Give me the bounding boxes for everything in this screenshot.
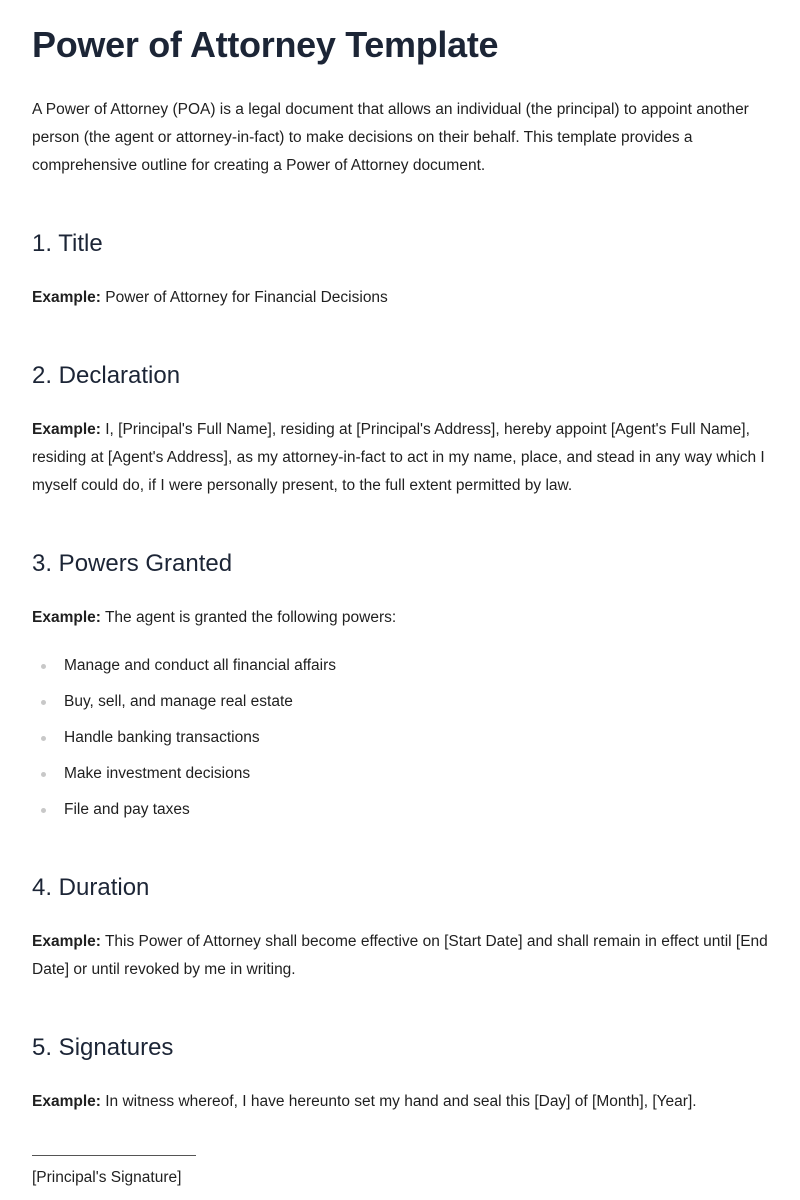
example-text: In witness whereof, I have hereunto set my hand and seal this [Day] of [Month], [Year]. (105, 1093, 697, 1110)
example-label: Example: (32, 421, 101, 438)
list-item (32, 760, 336, 796)
section-example-powers-granted (32, 604, 768, 632)
example-text: Power of Attorney for Financial Decisions (105, 289, 388, 306)
bullet-icon (41, 664, 46, 669)
list-item-text: Manage and conduct all financial affairs (64, 657, 336, 674)
example-label: Example: (32, 289, 101, 306)
list-item (32, 796, 336, 832)
section-example-declaration (32, 416, 768, 500)
list-item-text: File and pay taxes (64, 801, 190, 818)
example-text: I, [Principal's Full Name], residing at [Principal's Address], hereby appoint [Agent's Full Name], residing at [Agent's Address], as my attorney-in-fact to act in my name, place, and stead in any way which I myself could do, if I were personally present, to the full extent permitted by law. (32, 421, 765, 494)
list-item (32, 688, 336, 724)
list-item-text: Buy, sell, and manage real estate (64, 693, 293, 710)
bullet-icon (41, 736, 46, 741)
page-title: Power of Attorney Template (32, 24, 499, 65)
section-example-duration (32, 928, 768, 984)
section-title-declaration: 2. Declaration (32, 362, 181, 389)
list-item-text: Handle banking transactions (64, 729, 260, 746)
section-title-duration: 4. Duration (32, 874, 150, 901)
list-item (32, 724, 336, 760)
signature-line (32, 1155, 196, 1156)
signature-label: [Principal's Signature] (32, 1169, 182, 1186)
section-title-signatures: 5. Signatures (32, 1034, 174, 1061)
powers-list (32, 652, 336, 832)
bullet-icon (41, 772, 46, 777)
section-title-powers-granted: 3. Powers Granted (32, 550, 233, 577)
example-label: Example: (32, 609, 101, 626)
intro-paragraph: A Power of Attorney (POA) is a legal document that allows an individual (the principal) to appoint another person (the agent or attorney-in-fact) to make decisions on their behalf. This template provides a comprehensive outline for creating a Power of Attorney document. (32, 101, 749, 174)
example-label: Example: (32, 933, 101, 950)
section-example-title (32, 284, 768, 312)
example-label: Example: (32, 1093, 101, 1110)
list-item (32, 652, 336, 688)
bullet-icon (41, 808, 46, 813)
bullet-icon (41, 700, 46, 705)
example-text: The agent is granted the following powers: (104, 609, 397, 626)
example-text: This Power of Attorney shall become effective on [Start Date] and shall remain in effect until [End Date] or until revoked by me in writing. (32, 933, 768, 978)
section-example-signatures (32, 1088, 768, 1116)
list-item-text: Make investment decisions (64, 765, 251, 782)
section-title-title: 1. Title (32, 230, 103, 257)
